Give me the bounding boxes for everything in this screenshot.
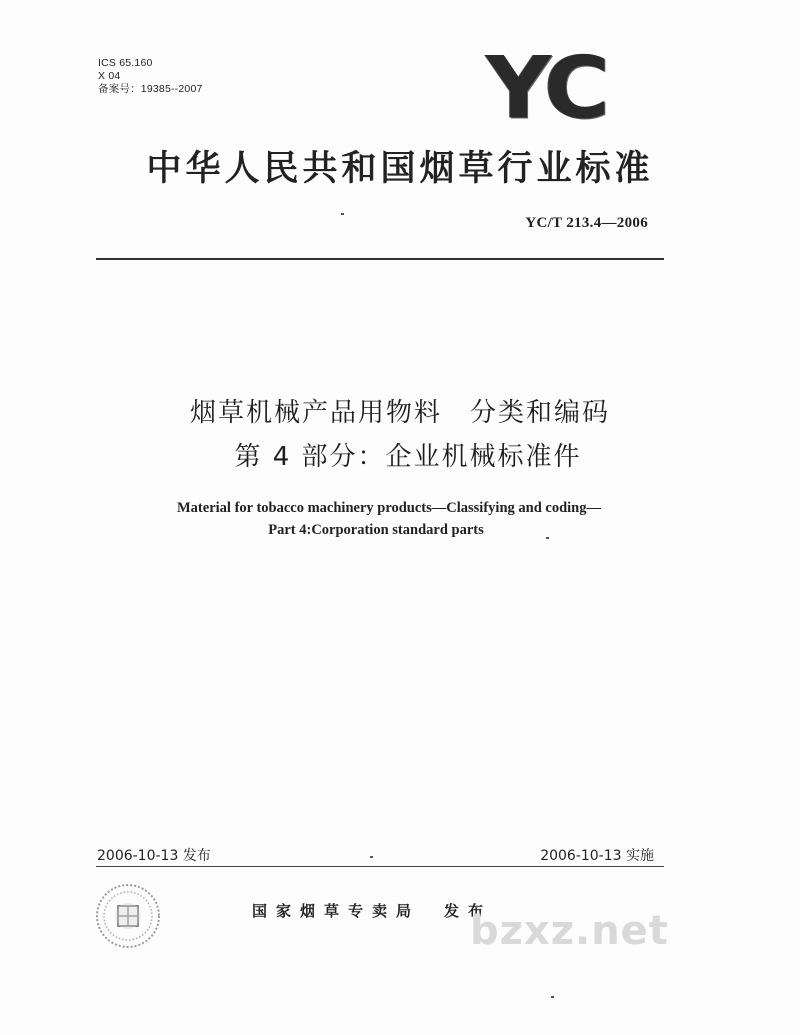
document-title-cn-line2: 第 4 部分：企业机械标准件 bbox=[234, 442, 582, 472]
document-title-en-line2: Part 4:Corporation standard parts bbox=[268, 522, 484, 538]
issuer-line: 国家烟草专卖局 发布 bbox=[252, 902, 493, 920]
scan-speck bbox=[341, 213, 344, 215]
classification-block bbox=[98, 57, 203, 96]
category-code: X 04 bbox=[98, 70, 121, 82]
header-divider bbox=[96, 258, 664, 260]
standard-title: 中华人民共和国烟草行业标准 bbox=[146, 149, 654, 189]
scan-speck bbox=[370, 856, 373, 858]
footer-divider bbox=[96, 866, 664, 867]
document-title-cn-line1: 烟草机械产品用物料 分类和编码 bbox=[189, 398, 610, 428]
watermark: bzxz.net bbox=[470, 908, 669, 954]
scan-speck bbox=[546, 537, 549, 539]
standard-number: YC/T 213.4—2006 bbox=[525, 215, 648, 231]
scan-speck bbox=[551, 996, 554, 998]
implement-date: 2006-10-13 实施 bbox=[540, 848, 654, 864]
ics-code: ICS 65.160 bbox=[98, 57, 153, 69]
publish-date: 2006-10-13 发布 bbox=[97, 848, 211, 864]
issuer-seal-icon bbox=[94, 882, 162, 950]
record-number: 备案号：19385--2007 bbox=[98, 83, 203, 95]
document-title-en-line1: Material for tobacco machinery products—Classifying and coding— bbox=[177, 500, 601, 516]
yc-logo: YC bbox=[486, 38, 607, 139]
